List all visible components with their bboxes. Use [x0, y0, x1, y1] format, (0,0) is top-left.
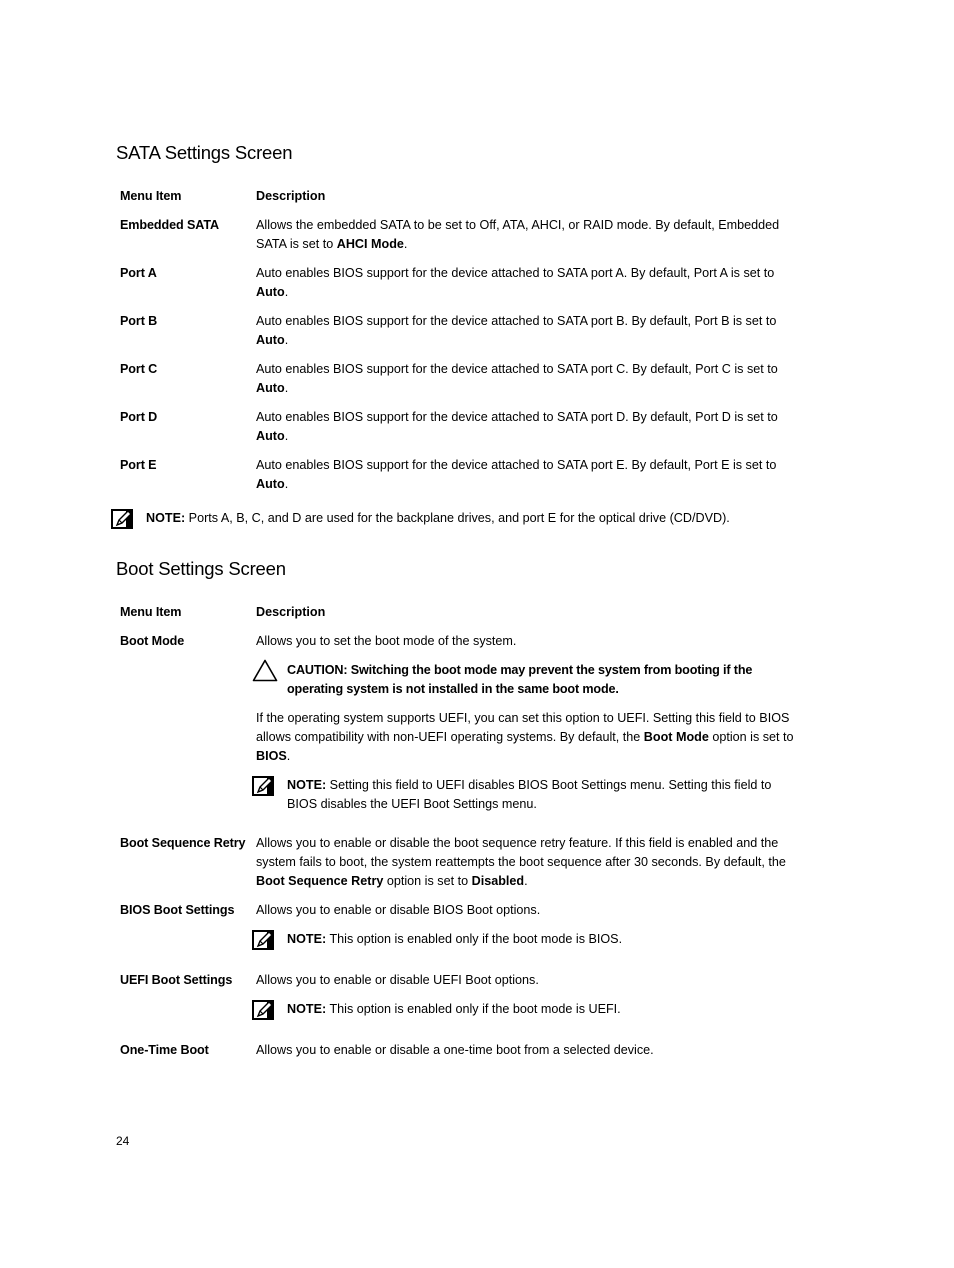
row-description: Allows you to enable or disable the boot sequence retry feature. If this field is enabled and the system fails to boot, the system reattempts the boot sequence after 30 seconds. By default, the Boot Sequence Retry option is set to Disabled. [256, 836, 786, 889]
col-description: Description [256, 189, 326, 203]
sata-section-title: SATA Settings Screen [116, 142, 293, 163]
row-description: Allows you to enable or disable a one-time boot from a selected device. [256, 1043, 654, 1057]
row-item: One-Time Boot [120, 1043, 209, 1057]
row-item: BIOS Boot Settings [120, 903, 235, 917]
pencil-note-icon [252, 930, 274, 950]
row-item: Port B [120, 314, 158, 328]
note-text: NOTE: This option is enabled only if the boot mode is BIOS. [287, 932, 623, 946]
row-description: Auto enables BIOS support for the device attached to SATA port C. By default, Port C is set to Auto. [256, 362, 778, 396]
row-description: Auto enables BIOS support for the device attached to SATA port D. By default, Port D is set to Auto. [256, 410, 778, 444]
note-text: NOTE: Ports A, B, C, and D are used for the backplane drives, and port E for the optical drive (CD/DVD). [146, 511, 730, 525]
row-item: UEFI Boot Settings [120, 973, 233, 987]
note-text: NOTE: This option is enabled only if the boot mode is UEFI. [287, 1002, 621, 1016]
row-item: Boot Sequence Retry [120, 836, 246, 850]
note-text: NOTE: Setting this field to UEFI disables BIOS Boot Settings menu. Setting this field to BIOS disables the UEFI Boot Settings menu. [287, 778, 772, 812]
row-description: Auto enables BIOS support for the device attached to SATA port A. By default, Port A is set to Auto. [256, 266, 775, 300]
row-description: Allows you to enable or disable BIOS Boot options. [256, 903, 541, 917]
page-number: 24 [116, 1134, 130, 1148]
pencil-note-icon [111, 509, 133, 529]
col-menu-item: Menu Item [120, 605, 182, 619]
row-description: Auto enables BIOS support for the device attached to SATA port E. By default, Port E is set to Auto. [256, 458, 777, 492]
row-description: Allows you to set the boot mode of the system. [256, 634, 517, 648]
row-description: Allows you to enable or disable UEFI Boot options. [256, 973, 539, 987]
caution-text: CAUTION: Switching the boot mode may prevent the system from booting if the operating system is not installed in the same boot mode. [287, 663, 753, 697]
boot-section-title: Boot Settings Screen [116, 558, 286, 579]
caution-triangle-icon [252, 659, 278, 682]
pencil-note-icon [252, 1000, 274, 1020]
row-item: Port A [120, 266, 157, 280]
pencil-note-icon [252, 776, 274, 796]
row-item: Embedded SATA [120, 218, 219, 232]
boot-mode-paragraph: If the operating system supports UEFI, you can set this option to UEFI. Setting this field to BIOS allows compatibility with non-UEFI operating systems. By default, the Boot Mode option is set to BIOS. [256, 711, 794, 764]
col-menu-item: Menu Item [120, 189, 182, 203]
col-description: Description [256, 605, 326, 619]
row-description: Auto enables BIOS support for the device attached to SATA port B. By default, Port B is set to Auto. [256, 314, 777, 348]
row-item: Port C [120, 362, 158, 376]
row-item: Port E [120, 458, 157, 472]
row-item: Port D [120, 410, 158, 424]
row-item: Boot Mode [120, 634, 185, 648]
row-description: Allows the embedded SATA to be set to Off, ATA, AHCI, or RAID mode. By default, Embedded SATA is set to AHCI Mode. [256, 218, 780, 252]
